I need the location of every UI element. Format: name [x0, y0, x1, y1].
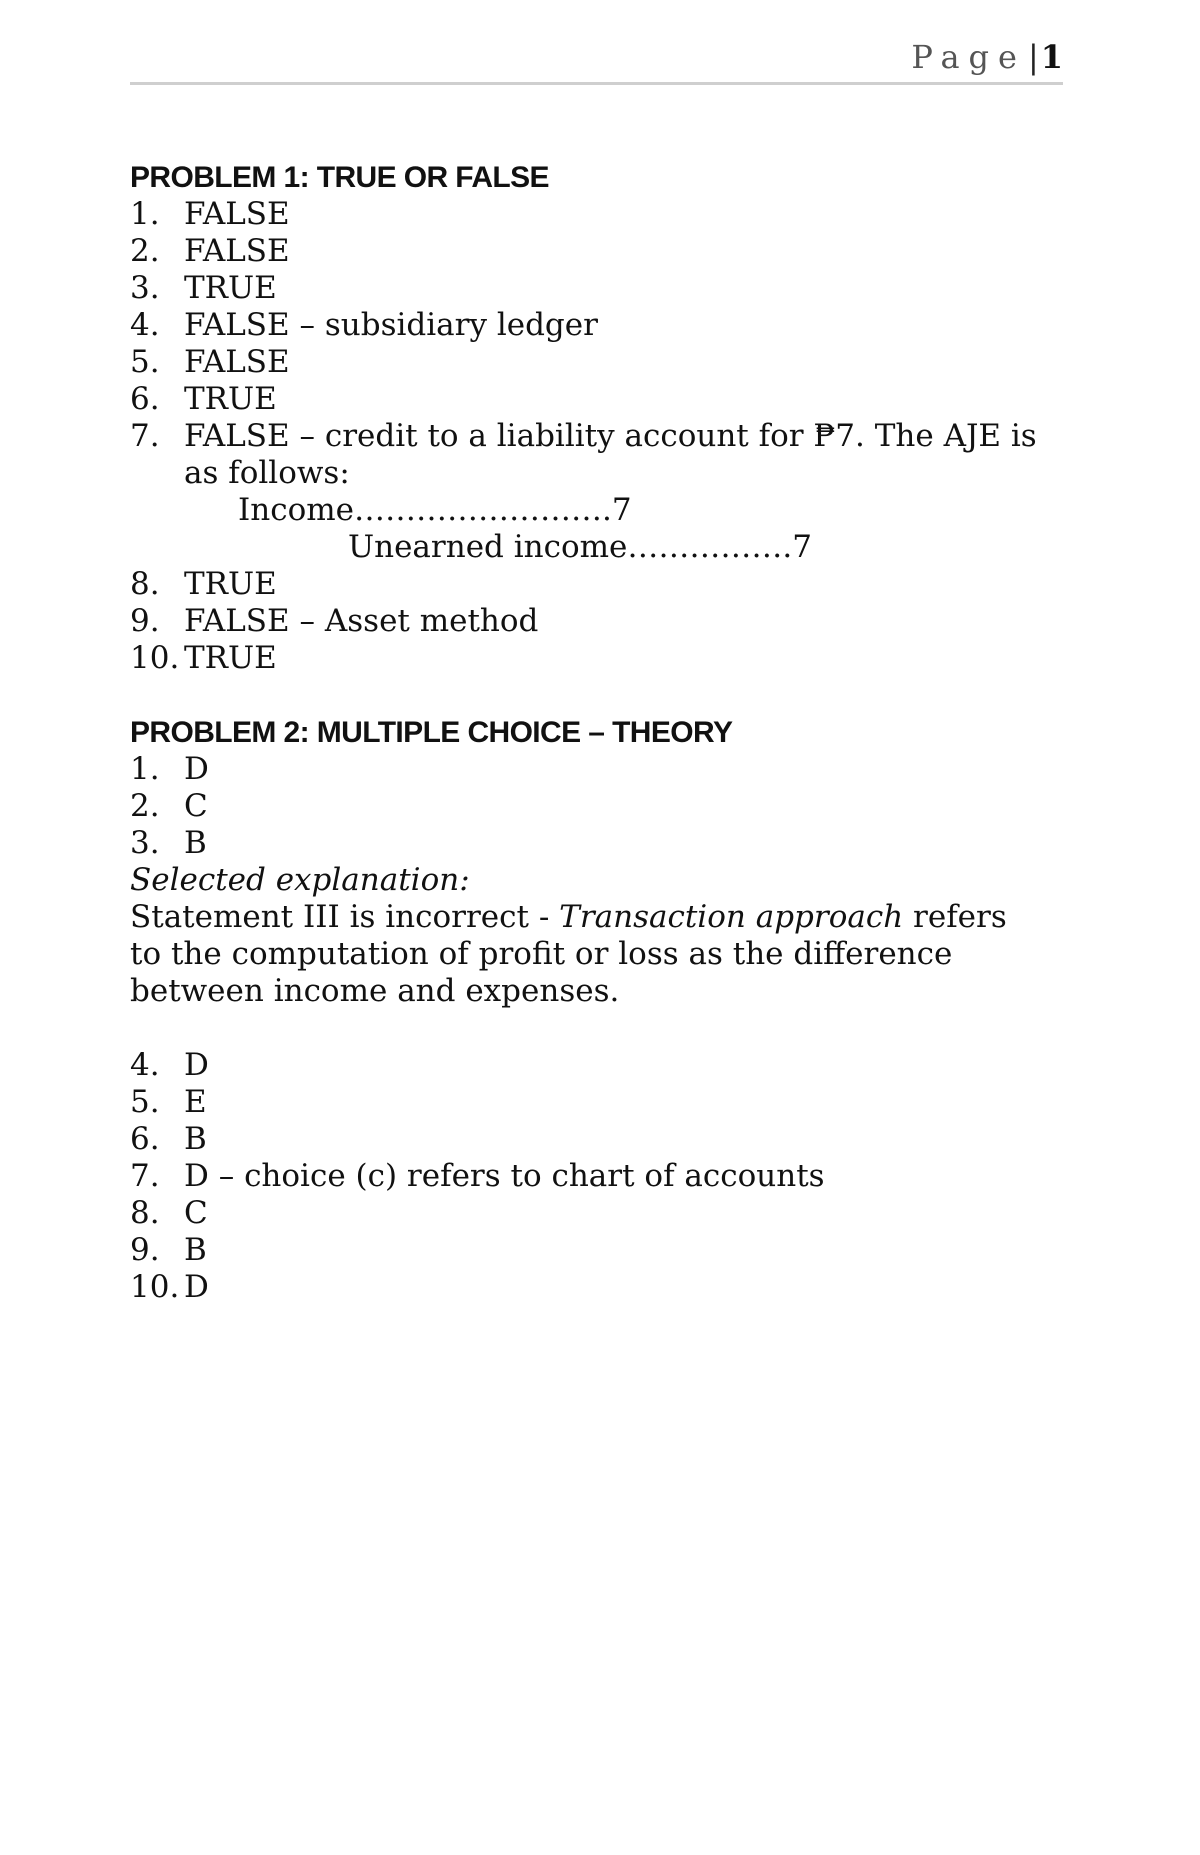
item-answer: TRUE	[184, 640, 277, 676]
explanation-text: refers	[903, 899, 1007, 935]
item-number: 9.	[130, 603, 160, 639]
item-number: 8.	[130, 566, 160, 602]
list-item	[130, 1047, 1070, 1084]
item-number: 4.	[130, 307, 160, 343]
item-answer: FALSE – credit to a liability account for ₱7. The AJE is	[184, 418, 1037, 454]
explanation-emphasis: Transaction approach	[559, 899, 904, 935]
item-number: 9.	[130, 1232, 160, 1268]
item-number: 6.	[130, 1121, 160, 1157]
list-item	[130, 381, 1070, 418]
item-number: 1.	[130, 751, 160, 787]
item-answer: D – choice (c) refers to chart of accounts	[184, 1158, 825, 1194]
page-header	[911, 38, 1063, 76]
list-item	[130, 1121, 1070, 1158]
item-number: 3.	[130, 270, 160, 306]
list-item	[130, 1084, 1070, 1121]
list-item	[130, 788, 1070, 825]
item-number: 1.	[130, 196, 160, 232]
item-answer: B	[184, 825, 207, 861]
item-answer: B	[184, 1121, 207, 1157]
problem-2-heading: PROBLEM 2: MULTIPLE CHOICE – THEORY	[130, 716, 733, 749]
item-answer: FALSE	[184, 196, 290, 232]
list-item	[130, 233, 1070, 270]
list-item	[130, 344, 1070, 381]
item-number: 6.	[130, 381, 160, 417]
item-answer: FALSE – Asset method	[184, 603, 539, 639]
explanation-line-2: to the computation of profit or loss as the difference	[130, 936, 953, 972]
spacer	[130, 1010, 1070, 1047]
item-number: 10.	[130, 1269, 180, 1305]
list-item	[130, 1269, 1070, 1306]
explanation-label: Selected explanation:	[130, 862, 470, 898]
list-item	[130, 603, 1070, 640]
item-number: 5.	[130, 1084, 160, 1120]
item-7-continuation: as follows:	[184, 455, 350, 491]
problem-1-heading: PROBLEM 1: TRUE OR FALSE	[130, 161, 549, 194]
list-item	[130, 566, 1070, 603]
list-item	[130, 270, 1070, 307]
item-answer: C	[184, 1195, 208, 1231]
item-answer: C	[184, 788, 208, 824]
item-number: 2.	[130, 788, 160, 824]
item-answer: D	[184, 751, 209, 787]
header-divider	[130, 82, 1063, 85]
item-answer: D	[184, 1269, 209, 1305]
item-number: 10.	[130, 640, 180, 676]
list-item	[130, 825, 1070, 862]
journal-entry-debit: Income…………………….7	[238, 492, 632, 528]
list-item	[130, 418, 1070, 455]
explanation-line-1	[130, 899, 1070, 936]
list-item	[130, 751, 1070, 788]
item-number: 4.	[130, 1047, 160, 1083]
list-item	[130, 1232, 1070, 1269]
page-number: 1	[1040, 38, 1063, 76]
item-number: 2.	[130, 233, 160, 269]
list-item	[130, 196, 1070, 233]
document-body	[130, 159, 1070, 1306]
item-answer: E	[184, 1084, 207, 1120]
item-number: 8.	[130, 1195, 160, 1231]
item-answer: D	[184, 1047, 209, 1083]
list-item	[130, 1195, 1070, 1232]
explanation-line-3: between income and expenses.	[130, 973, 620, 1009]
item-number: 5.	[130, 344, 160, 380]
page-label: Page	[911, 38, 1026, 76]
item-number: 7.	[130, 418, 160, 454]
item-answer: TRUE	[184, 381, 277, 417]
item-answer: FALSE	[184, 344, 290, 380]
item-number: 3.	[130, 825, 160, 861]
list-item	[130, 307, 1070, 344]
list-item	[130, 1158, 1070, 1195]
spacer	[130, 677, 1070, 714]
item-number: 7.	[130, 1158, 160, 1194]
item-answer: FALSE – subsidiary ledger	[184, 307, 598, 343]
item-answer: B	[184, 1232, 207, 1268]
item-answer: FALSE	[184, 233, 290, 269]
page-separator: |	[1027, 38, 1039, 76]
item-answer: TRUE	[184, 566, 277, 602]
list-item	[130, 640, 1070, 677]
item-answer: TRUE	[184, 270, 277, 306]
explanation-text: Statement III is incorrect -	[130, 899, 560, 935]
journal-entry-credit: Unearned income…………….7	[348, 529, 812, 565]
